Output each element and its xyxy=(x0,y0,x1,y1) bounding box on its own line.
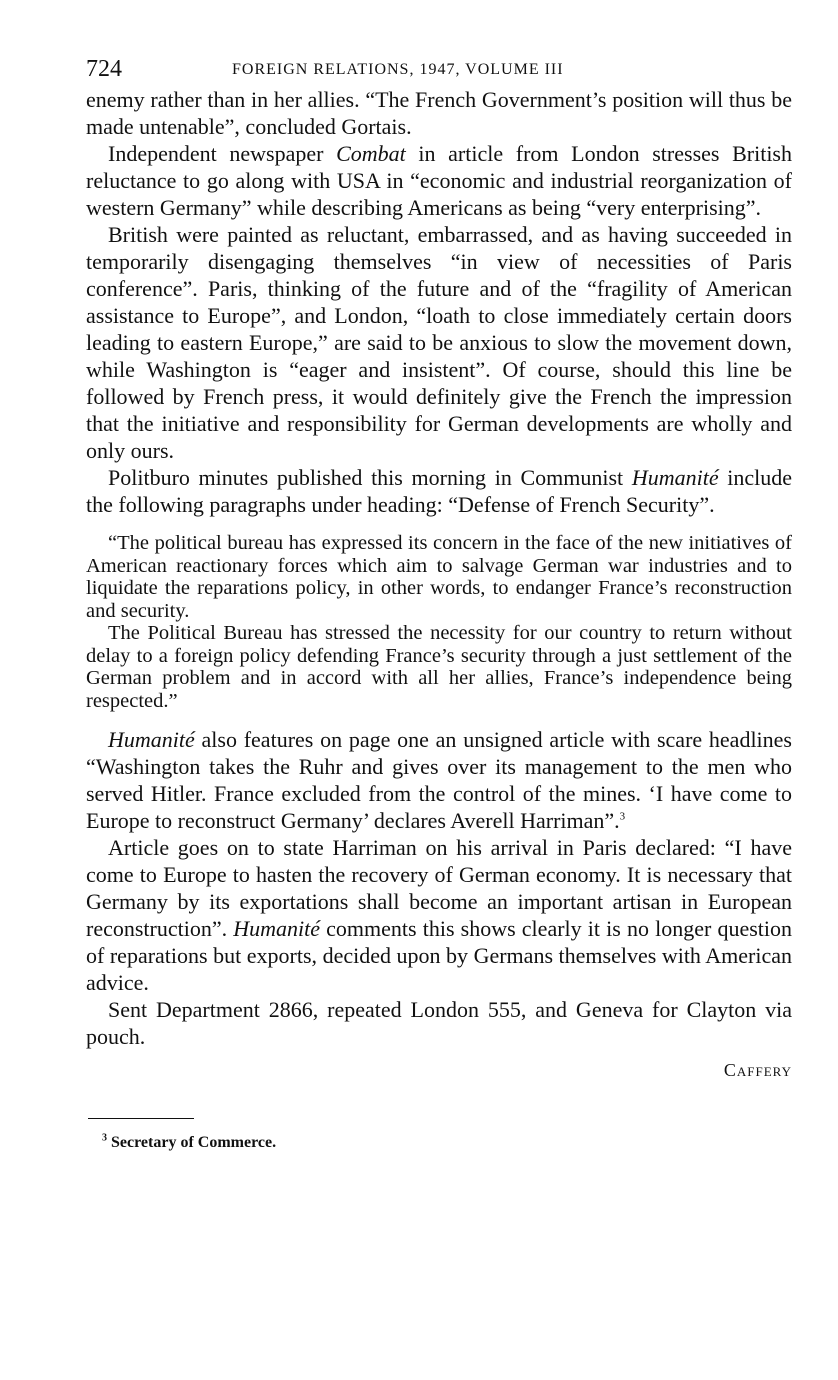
body-text xyxy=(86,86,792,1050)
quote-paragraph-1: “The political bureau has expressed its concern in the face of the new initiatives of American reactionary forces which aim to salvage German war industries and to liquidate the reparations policy, in other words, to endanger France’s reconstruction and security. xyxy=(86,532,792,622)
paragraph-text: Politburo minutes published this morning in Communist xyxy=(108,465,632,490)
quote-paragraph-2: The Political Bureau has stressed the necessity for our country to return without delay to a foreign policy defending France’s security through a just settlement of the German problem and in accord with all her allies, France’s independence being respected.” xyxy=(86,622,792,712)
block-quote xyxy=(86,532,792,712)
newspaper-name-humanite: Humanité xyxy=(631,465,719,490)
page-number: 724 xyxy=(86,56,122,82)
running-head xyxy=(86,56,792,86)
footnote-text: Secretary of Commerce. xyxy=(111,1134,277,1151)
paragraph-british: British were painted as reluctant, embarrassed, and as having succeeded in temporarily disengaging themselves “in view of necessities of Paris conference”. Paris, thinking of the future and of the “fragility of American assistance to Europe”, and London, “loath to close immediately certain doors leading to eastern Europe,” are said to be anxious to slow the movement down, while Washington is “eager and insistent”. Of course, should this line be followed by French press, it would definitely give the French the impression that the initiative and responsibility for German developments are wholly and only ours. xyxy=(86,222,792,463)
footnote xyxy=(102,1133,792,1153)
paragraph-harriman xyxy=(86,834,792,996)
footnote-marker: 3 xyxy=(102,1132,107,1144)
newspaper-name-combat: Combat xyxy=(336,141,406,166)
footnote-divider xyxy=(88,1118,194,1119)
newspaper-name-humanite: Humanité xyxy=(233,916,321,941)
signature: Caffery xyxy=(723,1060,792,1080)
paragraph-humanite-article xyxy=(86,726,792,834)
paragraph-text: Independent newspaper xyxy=(108,141,337,166)
paragraph-text: Article goes on to state Harriman on his arrival in Paris declared: “I have come to Europe to hasten the recovery of German economy. It is necessary that Germany by its exportations shall become an important artisan in European reconstruction”. xyxy=(86,835,792,941)
paragraph-text: also features on page one an unsigned article with scare headlines “Washington takes the Ruhr and gives over its management to the men who served Hitler. France excluded from the control of the mines. ‘I have come to Europe to reconstruct Germany’ declares Averell Harriman”. xyxy=(86,727,792,833)
newspaper-name-humanite: Humanité xyxy=(108,727,195,752)
paragraph-continuation: enemy rather than in her allies. “The French Government’s position will thus be made untenable”, concluded Gortais. xyxy=(86,87,792,139)
paragraph-text: in article from London stresses British reluctance to go along with USA in “economic and industrial reorganization of western Germany” while describing Americans as being “very enterprising”. xyxy=(86,141,792,220)
footnote-reference: 3 xyxy=(619,810,626,823)
running-title: FOREIGN RELATIONS, 1947, VOLUME III xyxy=(232,61,564,78)
paragraph-politburo xyxy=(86,464,792,518)
document-page xyxy=(86,56,792,1153)
paragraph-text: include the following paragraphs under heading: “Defense of French Security”. xyxy=(86,465,792,517)
paragraph-combat xyxy=(86,140,792,221)
paragraph-text: comments this shows clearly it is no longer question of reparations but exports, decided upon by Germans themselves with American advice. xyxy=(86,916,792,995)
paragraph-sent: Sent Department 2866, repeated London 555, and Geneva for Clayton via pouch. xyxy=(86,997,792,1049)
